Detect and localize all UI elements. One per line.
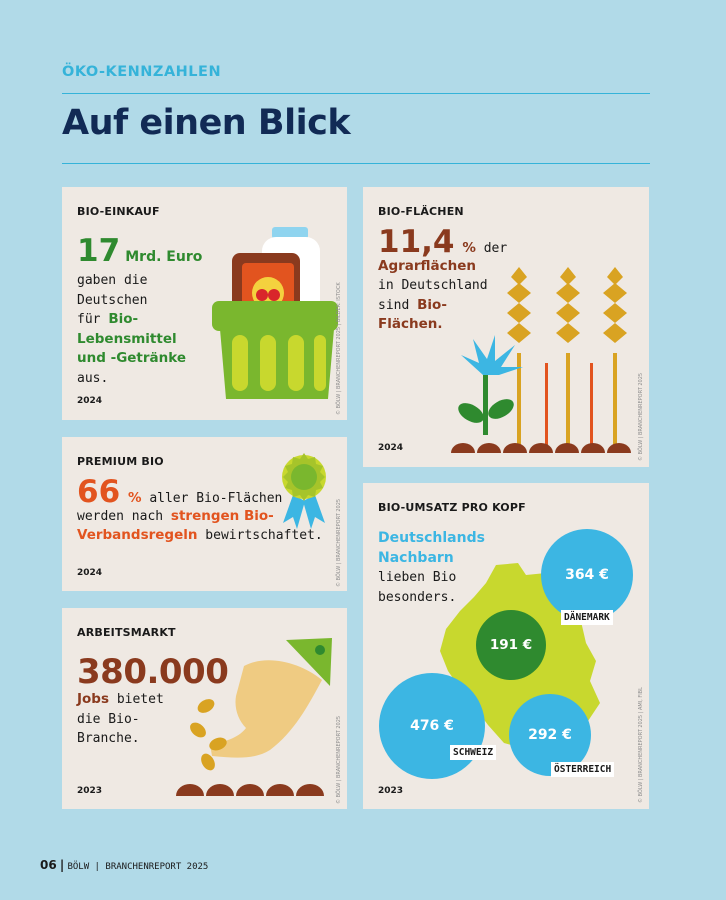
desc-text: bietet: [109, 692, 164, 707]
bubble-schweiz: 476 €: [379, 673, 485, 779]
bubble-oesterreich: 292 €: [509, 694, 591, 776]
card-heading: BIO-FLÄCHEN: [378, 205, 464, 218]
footer-divider: |: [59, 858, 65, 872]
card-bio-einkauf: [62, 187, 347, 420]
desc-line: [77, 690, 164, 710]
page-kicker: ÖKO-KENNZAHLEN: [62, 64, 222, 80]
year-label: 2024: [77, 568, 103, 578]
stat-description: [378, 529, 485, 607]
desc-text: bewirtschaftet.: [197, 528, 323, 543]
desc-line: Branche.: [77, 731, 140, 746]
desc-highlight: Nachbarn: [378, 549, 454, 566]
card-heading: ARBEITSMARKT: [77, 626, 176, 639]
image-credit: © BÖLW | BRANCHENREPORT 2025 | AMI, FIBL: [638, 687, 644, 803]
card-bio-flaechen: [363, 187, 649, 467]
desc-highlight: Verbandsregeln: [77, 527, 198, 543]
label-daenemark: DÄNEMARK: [561, 610, 613, 625]
desc-text: aller Bio-Flächen: [149, 491, 283, 506]
card-arbeitsmarkt: [62, 608, 347, 809]
desc-highlight: Deutschlands: [378, 530, 485, 546]
desc-line: lieben Bio: [378, 570, 457, 585]
stat-number: 66: [77, 474, 121, 510]
stat-line: [378, 224, 508, 260]
stat-number-text: 380.000: [77, 652, 229, 692]
card-heading: BIO-UMSATZ PRO KOPF: [378, 501, 526, 514]
desc-highlight: Agrarflächen: [378, 257, 477, 274]
desc-highlight: Bio-: [108, 311, 139, 327]
card-heading: PREMIUM BIO: [77, 455, 164, 468]
page-title: Auf einen Blick: [62, 103, 351, 143]
desc-line: Deutschen: [77, 292, 148, 308]
desc-highlight: Jobs: [77, 691, 109, 707]
card-premium-bio: [62, 437, 347, 591]
desc-highlight: Flächen.: [378, 316, 443, 332]
stat-unit: Mrd. Euro: [125, 249, 203, 265]
desc-text: werden nach: [77, 508, 171, 524]
year-label: 2023: [378, 786, 404, 796]
desc-highlight: Lebensmittel: [77, 330, 177, 347]
label-oesterreich: ÖSTERREICH: [551, 762, 614, 777]
stat-number: 11,4: [378, 224, 455, 260]
bubble-daenemark: 364 €: [541, 529, 633, 621]
card-heading: BIO-EINKAUF: [77, 205, 160, 218]
page-footer: [40, 858, 208, 872]
year-label: 2023: [77, 786, 103, 796]
label-schweiz: SCHWEIZ: [450, 745, 496, 760]
stat-description: [77, 271, 186, 388]
card-bio-umsatz: [363, 483, 649, 809]
year-label: 2024: [77, 396, 103, 406]
footer-text: BÖLW | BRANCHENREPORT 2025: [67, 862, 209, 872]
desc-line: [77, 310, 186, 330]
award-rosette-icon: [275, 451, 333, 531]
shopping-basket-icon: [210, 223, 338, 407]
desc-text: sind: [378, 297, 418, 313]
desc-highlight: strengen Bio-: [170, 507, 274, 524]
desc-line: in Deutschland: [378, 278, 488, 293]
stat-unit: %: [462, 240, 476, 256]
desc-line: besonders.: [378, 589, 457, 605]
bubble-deutschland: 191 €: [476, 610, 546, 680]
stat-line: [77, 233, 202, 269]
desc-line: gaben die: [77, 273, 148, 288]
image-credit: © BÖLW | BRANCHENREPORT 2025: [336, 498, 342, 587]
desc-line: aus.: [77, 370, 109, 386]
stat-number: 17: [77, 233, 121, 269]
desc-highlight: Bio-: [417, 296, 447, 313]
stat-unit: %: [127, 490, 142, 506]
desc-text: für: [77, 312, 109, 327]
desc-highlight: und -Getränke: [77, 350, 187, 366]
desc-line: die Bio-: [77, 711, 140, 727]
sowing-hand-icon: [174, 636, 338, 796]
desc-text: der: [483, 241, 508, 256]
wheat-field-icon: [451, 263, 641, 457]
image-credit: © BÖLW | BRANCHENREPORT 2025: [336, 715, 342, 804]
top-divider: [62, 93, 650, 94]
year-label: 2024: [378, 443, 404, 453]
image-credit: © BÖLW | BRANCHENREPORT 2025 | BILDER: ISTOCK: [336, 282, 342, 415]
stat-description: [77, 690, 164, 749]
image-credit: © BÖLW | BRANCHENREPORT 2025: [638, 372, 644, 461]
page-number: 06: [40, 858, 57, 872]
title-divider: [62, 163, 650, 164]
